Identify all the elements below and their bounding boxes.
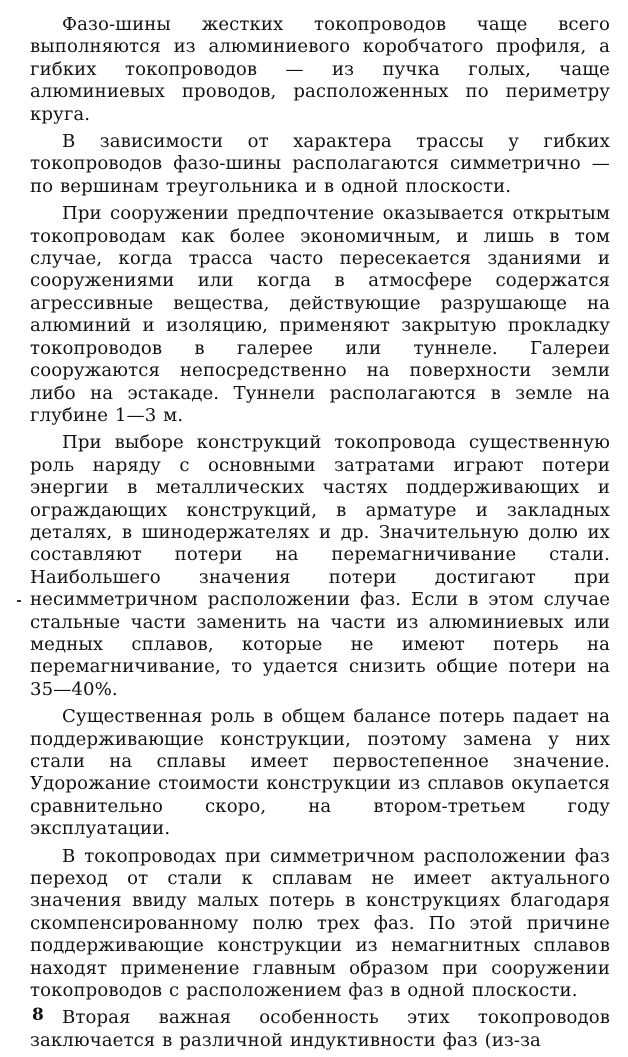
paragraph-1: Фазо-шины жестких токопроводов чаще всего выполняются из алюминиевого коробчатого профиля, а гибких токопроводов — из пучка голых, чаще алюминиевых проводов, расположенных по периметру круга.: [30, 14, 610, 125]
paragraph-7: Вторая важная особенность этих токопроводов заключается в различной индуктивности фаз (из-за: [30, 1007, 610, 1051]
paragraph-4: При выборе конструкций токопровода существенную роль наряду с основными затратами играют потери энергии в металлических частях поддерживающих и ограждающих конструкций, в арматуре и закладных деталях, в шинодержателях и др. Значительную долю их составляют потери на перемагничивание стали. Наибольшего значения потери достигают при несимметричном расположении фаз. Если в этом случае стальные части заменить на части из алюминиевых или медных сплавов, которые не имеют потерь на перемагничивание, то удается снизить общие потери на 35—40%.: [30, 432, 610, 700]
paragraph-5: Существенная роль в общем балансе потерь падает на поддерживающие конструкции, поэтому замена у них стали на сплавы имеет первостепенное значение. Удорожание стоимости конструкции из сплавов окупается сравнительно скоро, на втором-третьем году эксплуатации.: [30, 706, 610, 840]
paragraph-3: При сооружении предпочтение оказывается открытым токопроводам как более экономичным, и лишь в том случае, когда трасса часто пересекается зданиями и сооружениями или когда в атмосфере содержатся агрессивные вещества, действующие разрушающе на алюминий и изоляцию, применяют закрытую прокладку токопроводов в галерее или туннеле. Галереи сооружаются непосредственно на поверхности земли либо на эстакаде. Туннели располагаются в земле на глубине 1—3 м.: [30, 203, 610, 426]
page-body: [30, 8, 610, 1057]
paragraph-6: В токопроводах при симметричном расположении фаз переход от стали к сплавам не имеет актуального значения ввиду малых потерь в конструкциях благодаря скомпенсированному полю трех фаз. По этой причине поддерживающие конструкции из немагнитных сплавов находят применение главным образом при сооружении токопроводов с расположением фаз в одной плоскости.: [30, 845, 610, 1002]
page-number: 8: [32, 1005, 44, 1025]
paragraph-2: В зависимости от характера трассы у гибких токопроводов фазо-шины располагаются симметрично — по вершинам треугольника и в одной плоскости.: [30, 131, 610, 197]
margin-mark: [17, 600, 21, 602]
